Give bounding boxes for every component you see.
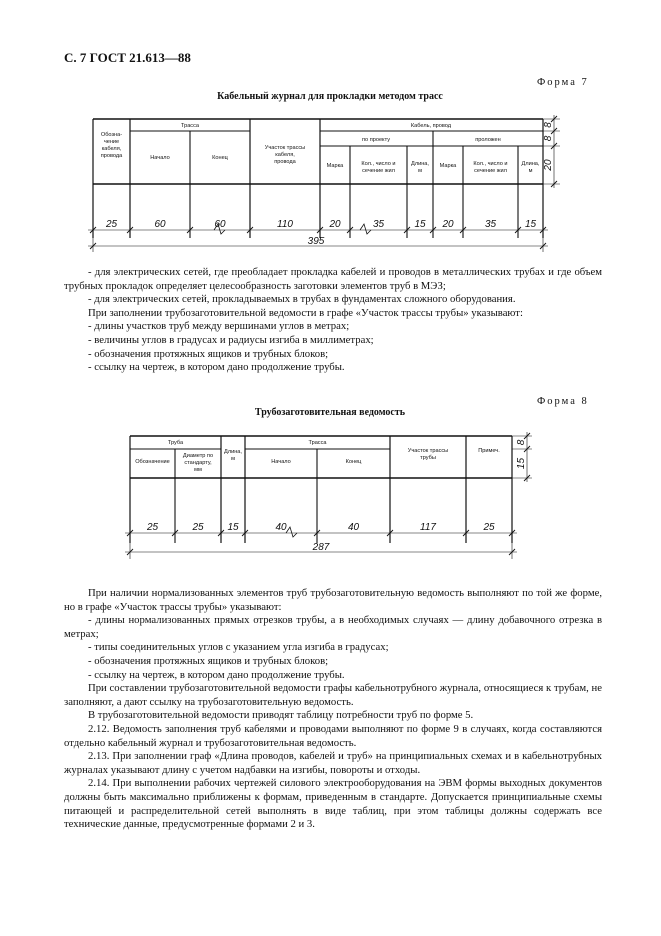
paragraph: При составлении трубозаготовительной ведомости графы кабельнотрубного журнала, относящиеся к трубам, не заполняют, а дают ссылку на трубозаготовительную ведомость. — [64, 682, 602, 708]
hdr-by-project: по проекту — [362, 137, 390, 143]
dim8-col-5: 40 — [347, 522, 360, 533]
hdr-brand-1: Марка — [326, 163, 344, 169]
hdr-cores-1b: сечение жил — [362, 168, 395, 174]
paragraph: В трубозаготовительной ведомости приводят таблицу потребности труб по форме 5. — [88, 709, 474, 722]
form8-label: Форма 8 — [537, 396, 589, 407]
dim-col-2: 60 — [154, 219, 166, 230]
hdr-pipe-start: Начало — [271, 459, 291, 465]
dim8-col-4: 40 — [275, 522, 287, 533]
hdr-designation-2: чение — [103, 139, 120, 145]
hdr-pipe-section-1: Участок трассы — [407, 448, 449, 454]
dim-col-7: 15 — [414, 219, 426, 230]
form8-table — [120, 425, 540, 570]
hdr-cores-2b: сечение жил — [474, 168, 507, 174]
hdr-end: Конец — [212, 155, 228, 161]
dim-row-1: 8 — [543, 122, 554, 128]
paragraph: - обозначения протяжных ящиков и трубных блоков; — [88, 347, 329, 360]
hdr-section-3: провода — [274, 159, 296, 165]
hdr-note: Примеч. — [478, 448, 500, 454]
form7-table — [80, 108, 560, 258]
dim8-col-7: 25 — [483, 522, 495, 533]
hdr-pipe-length-1: Длина, — [224, 449, 242, 455]
paragraph: - длины нормализованных прямых отрезков трубы, а в необходимых случаях — длину добавочного отрезка в метрах; — [64, 614, 602, 640]
paragraph: - обозначения протяжных ящиков и трубных блоков; — [88, 654, 329, 667]
paragraph: 2.13. При заполнении граф «Длина проводов, кабелей и труб» на принципиальных схемах и в кабельнотрубных журналах указывают длину с учетом надбавки на изгибы, повороты и отходы. — [64, 750, 602, 776]
hdr-pipe-designation: Обозначение — [135, 459, 170, 465]
paragraph: При наличии нормализованных элементов труб трубозаготовительную ведомость выполняют по той же форме, но в графе «Участок трассы трубы» указывают: — [64, 587, 602, 613]
hdr-pipe: Труба — [167, 440, 184, 446]
dim8-col-6: 117 — [420, 522, 436, 533]
dim8-row-2: 15 — [516, 457, 527, 470]
dim8-col-3: 15 — [227, 522, 239, 533]
paragraph: - для электрических сетей, прокладываемых в трубах в фундаментах сложного оборудования. — [88, 293, 516, 306]
paragraph: - длины участков труб между вершинами углов в метрах; — [88, 320, 350, 333]
dim-col-5: 20 — [329, 219, 341, 230]
paragraph: При заполнении трубозаготовительной ведомости в графе «Участок трассы трубы» указывают: — [88, 306, 523, 319]
hdr-brand-2: Марка — [439, 163, 457, 169]
dim8-col-2: 25 — [192, 522, 204, 533]
hdr-cable: Кабель, провод — [410, 123, 452, 129]
dim8-col-1: 25 — [146, 522, 159, 533]
hdr-cores-1a: Кол., число и — [361, 161, 396, 167]
dim-col-3: 60 — [214, 219, 226, 230]
dim8-row-1: 8 — [516, 439, 527, 446]
hdr-route: Трасса — [180, 123, 200, 129]
dim-col-6: 35 — [372, 219, 385, 230]
hdr-pipe-length-2: м — [231, 456, 235, 462]
hdr-diameter-3: мм — [194, 467, 202, 473]
hdr-diameter-1: Диаметр по — [182, 453, 214, 459]
hdr-section-1: Участок трассы — [264, 145, 306, 151]
paragraph: 2.14. При выполнении рабочих чертежей силового электрооборудования на ЭВМ формы выходных документов должны быть максимально приближены к формам, приведенным в стандарте. Допускается принципиальные схемы питающей и распределительной сетей выполнять в виде таблиц, при этом таблицы должны содержать все технические данные, предусмотренные формами 2 и 3. — [64, 777, 602, 831]
form8-title: Трубозаготовительная ведомость — [254, 407, 406, 418]
paragraph: - величины углов в градусах и радиусы изгиба в миллиметрах; — [88, 333, 374, 346]
hdr-pipe-end: Конец — [345, 459, 362, 465]
hdr-diameter-2: стандарту, — [184, 460, 212, 466]
paragraph: 2.12. Ведомость заполнения труб кабелями и проводами выполняют по форме 9 в случаях, когда составляются отдельно кабельный журнал и трубозаготовительная ведомость. — [64, 722, 602, 749]
paragraph: - типы соединительных углов с указанием угла изгиба в градусах; — [88, 641, 389, 654]
hdr-designation-1: Обозна- — [100, 132, 123, 138]
hdr-length-1b: м — [418, 168, 422, 174]
hdr-section-2: кабеля, — [275, 152, 295, 158]
dim-col-4: 110 — [277, 219, 293, 230]
dim-row-2: 8 — [543, 135, 554, 142]
text-block-1 — [64, 266, 602, 375]
paragraph: - ссылку на чертеж, в котором дано продолжение трубы. — [88, 668, 345, 681]
hdr-laid: проложен — [475, 137, 501, 143]
hdr-length-2a: Длина, — [521, 161, 540, 167]
form7-title: Кабельный журнал для прокладки методом трасс — [217, 91, 443, 102]
hdr-pipe-section-2: трубы — [420, 455, 436, 461]
dim-col-9: 35 — [484, 219, 497, 230]
dim-col-1: 25 — [105, 219, 118, 230]
dim-total: 395 — [307, 236, 325, 247]
hdr-designation-3: кабеля, — [101, 146, 122, 152]
dim8-total: 287 — [312, 542, 330, 553]
page-header: С. 7 ГОСТ 21.613—88 — [64, 50, 191, 65]
paragraph: - для электрических сетей, где преобладает прокладка кабелей и проводов в металлических трубах и где объем трубных прокладок определяет целесообразность заготовки элементов труб в МЭЗ; — [64, 266, 602, 292]
dim-row-3: 20 — [543, 159, 554, 171]
text-block-2 — [64, 587, 602, 832]
hdr-designation-4: провода — [100, 153, 123, 159]
dim-col-10: 15 — [524, 219, 537, 230]
paragraph: - ссылку на чертеж, в котором дано продолжение трубы. — [88, 361, 345, 374]
hdr-pipe-route: Трасса — [308, 440, 327, 446]
dim-col-8: 20 — [442, 219, 454, 230]
hdr-length-1a: Длина, — [411, 161, 429, 167]
hdr-length-2b: м — [528, 168, 533, 174]
hdr-start: Начало — [150, 155, 170, 161]
hdr-cores-2a: Кол., число и — [473, 161, 508, 167]
form7-label: Форма 7 — [537, 77, 589, 88]
